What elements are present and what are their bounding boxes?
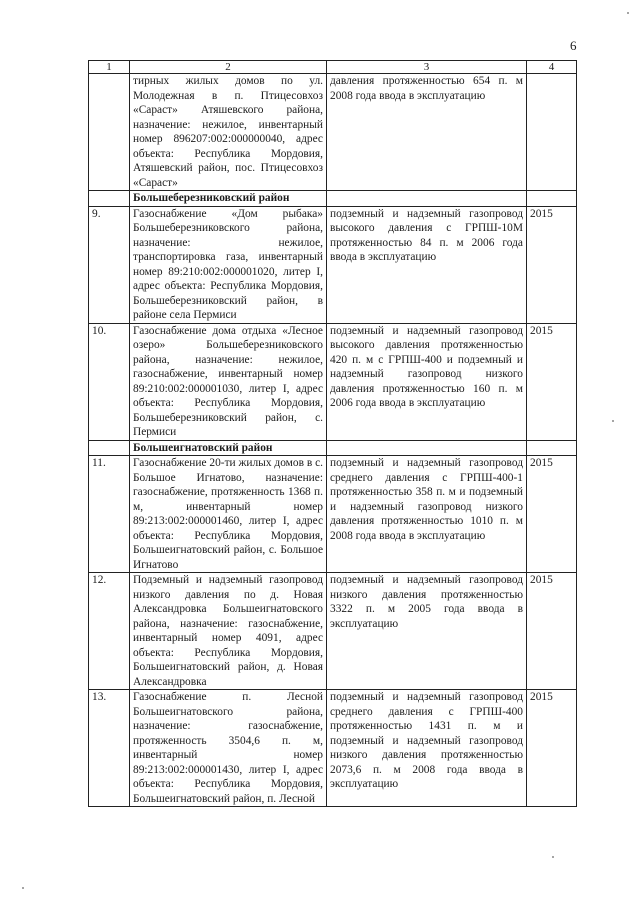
- district-year-cell: [527, 440, 577, 456]
- row-year: 2015: [527, 573, 577, 690]
- header-col-2: 2: [130, 61, 327, 74]
- header-col-1: 1: [89, 61, 130, 74]
- row-number: [89, 74, 130, 191]
- object-description: Газоснабжение дома отдыха «Лесное озеро» Большеберезниковского района, назначение: нежилое, газоснабжение, инвентарный номер 89:210:002:000001030, литер I, адрес объекта: Республика Мордовия, Большеберезниковский район, с. Пермиси: [130, 323, 327, 440]
- row-year: 2015: [527, 456, 577, 573]
- district-num-cell: [89, 191, 130, 207]
- district-desc-cell: [327, 191, 527, 207]
- row-year: 2015: [527, 323, 577, 440]
- row-year: [527, 74, 577, 191]
- district-year-cell: [527, 191, 577, 207]
- scan-speck: [627, 12, 629, 14]
- object-characteristics: подземный и надземный газопровод среднего давления с ГРПШ-400 протяженностью 1431 п. м и подземный и надземный газопровод низкого давления протяженностью 2073,6 п. м 2008 года ввода в эксплуатацию: [327, 690, 527, 807]
- row-year: 2015: [527, 690, 577, 807]
- scan-speck: [552, 856, 554, 858]
- object-characteristics: подземный и надземный газопровод среднего давления с ГРПШ-400-1 протяженностью 358 п. м и подземный и надземный газопровод низкого давления протяженностью 1010 п. м 2008 года ввода в эксплуатацию: [327, 456, 527, 573]
- district-row: [89, 440, 577, 456]
- row-number: 9.: [89, 206, 130, 323]
- object-characteristics: давления протяженностью 654 п. м 2008 года ввода в эксплуатацию: [327, 74, 527, 191]
- object-characteristics: подземный и надземный газопровод низкого давления протяженностью 3322 п. м 2005 года ввода в эксплуатацию: [327, 573, 527, 690]
- row-year: 2015: [527, 206, 577, 323]
- page-number: 6: [570, 38, 577, 53]
- object-characteristics: подземный и надземный газопровод высокого давления протяженностью 420 п. м с ГРПШ-400 и подземный и надземный газопровод низкого давления протяженностью 160 п. м 2006 года ввода в эксплуатацию: [327, 323, 527, 440]
- property-table: [88, 60, 577, 807]
- district-num-cell: [89, 440, 130, 456]
- object-description: Подземный и надземный газопровод низкого давления по д. Новая Александровка Большеигнатовского района, назначение: газоснабжение, инвентарный номер 4091, адрес объекта: Республика Мордовия, Большеигнатовский район, д. Новая Александровка: [130, 573, 327, 690]
- district-name: Большеигнатовский район: [130, 440, 327, 456]
- scan-speck: [612, 420, 614, 422]
- district-name: Большеберезниковский район: [130, 191, 327, 207]
- scan-speck: [22, 887, 24, 889]
- object-description: Газоснабжение 20-ти жилых домов в с. Большое Игнатово, назначение: газоснабжение, протяженность 1368 п. м, инвентарный номер 89:213:002:000001460, литер I, адрес объекта: Республика Мордовия, Большеигнатовский район, с. Большое Игнатово: [130, 456, 327, 573]
- object-description: Газоснабжение «Дом рыбака» Большеберезниковского района, назначение: нежилое, транспортировка газа, инвентарный номер 89:210:002:000001020, литер I, адрес объекта: Республика Мордовия, Большеберезниковский район, в районе села Пермиси: [130, 206, 327, 323]
- table-row: [89, 573, 577, 690]
- object-characteristics: подземный и надземный газопровод высокого давления с ГРПШ-10М протяженностью 84 п. м 2006 года ввода в эксплуатацию: [327, 206, 527, 323]
- table-row: [89, 74, 577, 191]
- row-number: 13.: [89, 690, 130, 807]
- row-number: 12.: [89, 573, 130, 690]
- table-row: [89, 456, 577, 573]
- district-row: [89, 191, 577, 207]
- district-desc-cell: [327, 440, 527, 456]
- row-number: 10.: [89, 323, 130, 440]
- header-col-3: 3: [327, 61, 527, 74]
- row-number: 11.: [89, 456, 130, 573]
- table-row: [89, 206, 577, 323]
- object-description: тирных жилых домов по ул. Молодежная в п. Птицесовхоз «Сараст» Атяшевского района, назначение: нежилое, инвентарный номер 896207:002:000000040, адрес объекта: Республика Мордовия, Атяшевский район, пос. Птицесовхоз «Сараст»: [130, 74, 327, 191]
- object-description: Газоснабжение п. Лесной Большеигнатовского района, назначение: газоснабжение, протяженность 3504,6 п. м, инвентарный номер 89:213:002:000001430, литер I, адрес объекта: Республика Мордовия, Большеигнатовский район, п. Лесной: [130, 690, 327, 807]
- table-row: [89, 323, 577, 440]
- header-row: [89, 61, 577, 74]
- table-row: [89, 690, 577, 807]
- header-col-4: 4: [527, 61, 577, 74]
